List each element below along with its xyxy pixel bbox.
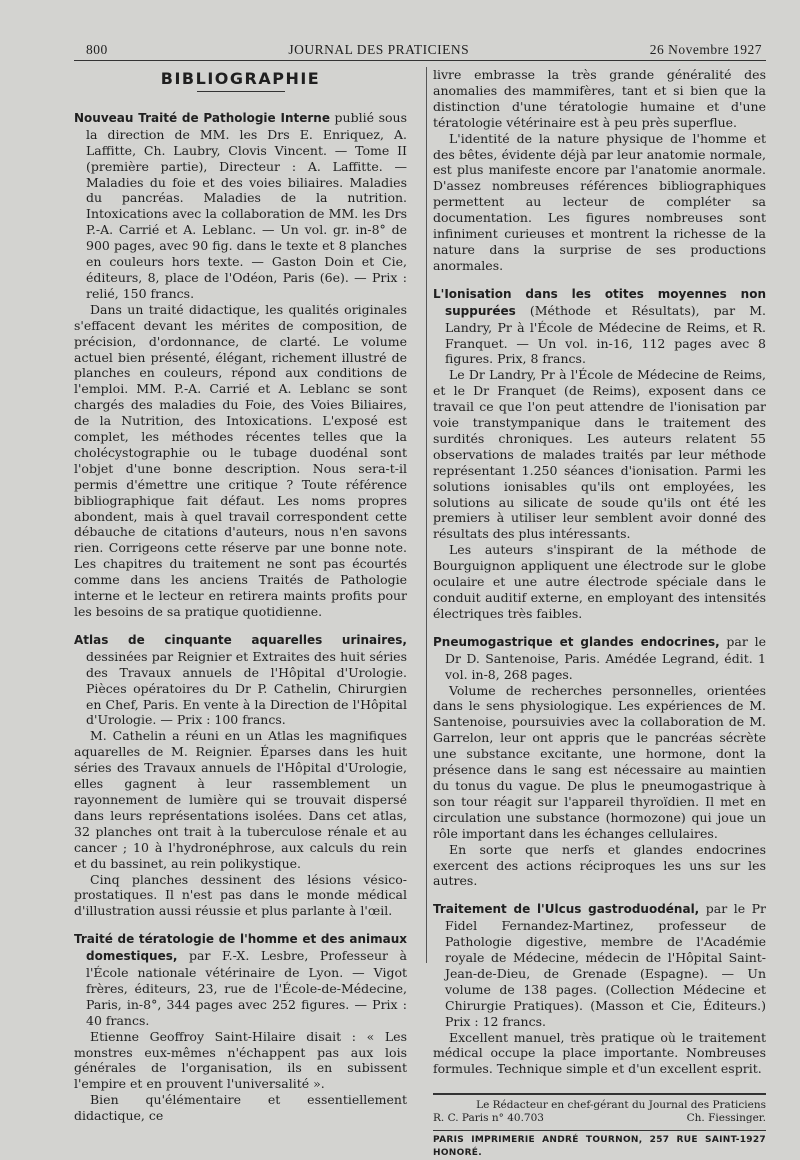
entry-heading: Atlas de cinquante aquarelles urinaires, — [74, 632, 407, 647]
entry-heading: Pneumogastrique et glandes endocrines, — [433, 634, 720, 649]
left-column — [74, 67, 407, 1160]
two-column-body — [74, 67, 766, 1160]
review-paragraph: En sorte que nerfs et glandes endocrines exercent des actions réciproques les uns sur les autres. — [433, 841, 766, 889]
page-number: 800 — [86, 42, 108, 57]
review-paragraph: Etienne Geoffroy Saint-Hilaire disait : « Les monstres eux-mêmes n'échappent pas aux lois générales de l'organisation, ils en subissent l'empire et en prouvent l'universalité ». — [74, 1028, 407, 1092]
footer-editor-line: Le Rédacteur en chef-gérant du Journal des Praticiens — [476, 1099, 766, 1112]
bibliography-entry — [433, 901, 766, 1029]
review-paragraph: Excellent manuel, très pratique où le traitement médical occupe la place importante. Nombreuses formules. Technique simple et d'un excellent esprit. — [433, 1029, 766, 1077]
footer — [433, 1093, 766, 1160]
entry-details: publié sous la direction de MM. les Drs E. Enriquez, A. Laffitte, Ch. Laubry, Clovis Vincent. — Tome II (première partie), Directeur : A. Laffitte. — Maladies du foie et des voies biliaires. Maladies du pancréas. Maladies de la nutrition. Intoxications avec la collaboration de MM. les Drs P.-A. Carrié et A. Leblanc. — Un vol. gr. in-8° de 900 pages, avec 90 fig. dans le texte et 8 planches en couleurs hors texte. — Gaston Doin et Cie, éditeurs, 8, place de l'Odéon, Paris (6e). — Prix : relié, 150 francs. — [86, 109, 407, 301]
review-paragraph: Les auteurs s'inspirant de la méthode de Bourguignon appliquent une électrode sur le globe oculaire et une autre électrode spéciale dans le conduit auditif externe, en employant des intensités électriques très faibles. — [433, 542, 766, 621]
journal-title: JOURNAL DES PRATICIENS — [288, 42, 470, 57]
entry-details: par F.-X. Lesbre, Professeur à l'École nationale vétérinaire de Lyon. — Vigot frères, éditeurs, 23, rue de l'École-de-Médecine, Paris, in-8°, 344 pages avec 252 figures. — Prix : 40 francs. — [86, 948, 407, 1028]
review-paragraph: Cinq planches dessinent des lésions vésico-prostatiques. Il n'est pas dans le monde médical d'illustration aussi réussie et plus parlante à l'œil. — [74, 871, 407, 919]
running-header — [74, 38, 766, 61]
right-column-text — [433, 67, 766, 1077]
bibliography-entry — [74, 110, 407, 302]
footer-printer — [433, 1130, 766, 1160]
footer-editor-name: Ch. Fiessinger. — [686, 1112, 766, 1125]
review-paragraph: L'identité de la nature physique de l'homme et des bêtes, évidente déjà par leur anatomie normale, est plus manifeste encore par l'anatomie anormale. D'assez nombreuses références bibliographiques permettent au lecteur de compléter sa documentation. Les figures nombreuses sont infiniment curieuses et montrent la richesse de la nature dans la surprise de ses productions anormales. — [433, 130, 766, 273]
issue-date: 26 Novembre 1927 — [649, 42, 762, 57]
entry-details: par le Dr D. Santenoise, Paris. Amédée Legrand, édit. 1 vol. in-8, 268 pages. — [445, 633, 766, 682]
footer-registration: R. C. Paris n° 40.703 — [433, 1112, 544, 1125]
review-paragraph: livre embrasse la très grande généralité des anomalies des mammifères, tant et si bien que la distinction d'une tératologie humaine et d'une tératologie vétérinaire est à peu près superflue. — [433, 67, 766, 130]
entry-heading: L'Ionisation dans les otites moyennes non suppurées — [433, 286, 766, 318]
review-paragraph: M. Cathelin a réuni en un Atlas les magnifiques aquarelles de M. Reignier. Éparses dans les huit séries des Travaux annuels de l'Hôpital d'Urologie, elles gagnent à leur rassemblement un rayonnement de lumière qui se trouvait dispersé dans leurs représentations isolées. Dans cet atlas, 32 planches ont trait à la tuberculose rénale et au cancer ; 10 à l'hydronéphrose, aux calculs du rein et du bassinet, au rein polikystique. — [74, 728, 407, 871]
review-paragraph: Le Dr Landry, Pr à l'École de Médecine de Reims, et le Dr Franquet (de Reims), exposent dans ce travail ce que l'on peut attendre de l'ionisation par voie transtympanique dans le traitement des surdités chroniques. Les auteurs relatent 55 observations de malades traités par leur méthode représentant 1.250 séances d'ionisation. Parmi les solutions ionisables qu'ils ont employées, les solutions au silicate de soude qu'ils ont été les premiers à utiliser leur semblent avoir donné des résultats des plus intéressants. — [433, 367, 766, 542]
entry-details: (Méthode et Résultats), par M. Landry, Pr à l'École de Médecine de Reims, et R. Franquet. — Un vol. in-16, 112 pages avec 8 figures. Prix, 8 francs. — [445, 302, 766, 367]
entry-heading: Traité de tératologie de l'homme et des animaux domestiques, — [74, 932, 407, 964]
bibliography-entry — [433, 634, 766, 683]
review-paragraph: Volume de recherches personnelles, orientées dans le sens physiologique. Les expériences de M. Santenoise, poursuivies avec la collaboration de M. Garrelon, leur ont appris que le pancréas sécrète une substance excitante, une hormone, dont la présence dans le sang est nécessaire au maintien du tonus du vague. De plus le pneumogastrique à son tour réagit sur l'appareil thyroïdien. Il met en circulation une substance (hormozone) qui joue un rôle important dans les échanges cellulaires. — [433, 682, 766, 841]
review-paragraph: Bien qu'élémentaire et essentiellement didactique, ce — [74, 1092, 407, 1124]
right-column — [433, 67, 766, 1160]
footer-printer-name: PARIS IMPRIMERIE ANDRÉ TOURNON, 257 RUE SAINT-HONORÉ. — [433, 1135, 740, 1159]
review-paragraph: Dans un traité didactique, les qualités originales s'effacent devant les mérites de composition, de précision, d'ordonnance, de clarté. Le volume actuel bien présenté, élégant, richement illustré de planches en couleurs, répond aux conditions de l'emploi. MM. P.-A. Carrié et A. Leblanc se sont chargés des maladies du Foie, des Voies Biliaires, de la Nutrition, des Intoxications. L'exposé est complet, les méthodes récentes telles que la cholécystographie ou le tubage duodénal sont l'objet d'une bonne description. Nous sera-t-il permis d'émettre une critique ? Toute référence bibliographique fait défaut. Les noms propres abondent, mais à quel travail correspondent cette débauche de citations d'auteurs, nous n'en savons rien. Corrigeons cette réserve par une bonne note. Les chapitres du traitement ne sont pas écourtés comme dans les anciens Traités de Pathologie interne et le lecteur en retirera maints profits pour les besoins de sa pratique quotidienne. — [74, 301, 407, 619]
entry-heading: Nouveau Traité de Pathologie Interne — [74, 110, 330, 125]
footer-credits — [433, 1112, 766, 1125]
bibliography-entry — [433, 286, 766, 368]
footer-year: 1927 — [739, 1135, 766, 1146]
entry-heading: Traitement de l'Ulcus gastroduodénal, — [433, 902, 700, 917]
entry-details: dessinées par Reignier et Extraites des huit séries des Travaux annuels de l'Hôpital d'Urologie. Pièces opératoires du Dr P. Cathelin, Chirurgien en Chef, Paris. En vente à la Direction de l'Hôpital d'Urologie. — Prix : 100 francs. — [86, 648, 407, 728]
bibliography-entry — [74, 632, 407, 728]
section-title: BIBLIOGRAPHIE — [160, 69, 321, 88]
column-divider — [426, 67, 427, 963]
entry-details: par le Pr Fidel Fernandez-Martinez, professeur de Pathologie digestive, membre de l'Académie royale de Médecine, médecin de l'Hôpital Saint-Jean-de-Dieu, de Grenade (Espagne). — Un volume de 138 pages. (Collection Médecine et Chirurgie Pratiques). (Masson et Cie, Éditeurs.) Prix : 12 francs. — [445, 901, 766, 1029]
section-title-underline — [197, 91, 285, 92]
bibliography-entry — [74, 931, 407, 1028]
